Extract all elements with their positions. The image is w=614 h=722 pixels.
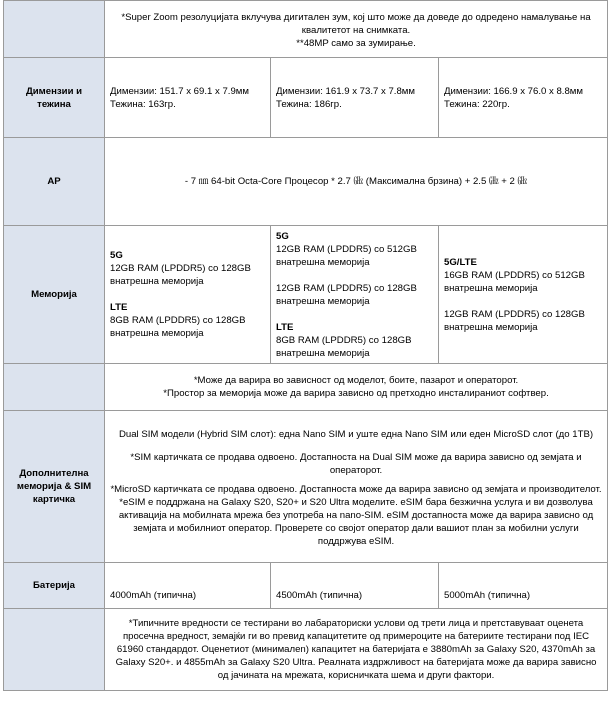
memory-label: Меморија [4,226,105,364]
memory-value: 12GB RAM (LPDDR5) со 128GB внатрешна меморија [276,283,417,307]
memory-value: 16GB RAM (LPDDR5) со 512GB внатрешна меморија [444,269,585,294]
sim-label: Дополнителна меморија & SIM картичка [4,411,105,563]
spec-table [3,0,608,691]
memory-value: 8GB RAM (LPDDR5) со 128GB внатрешна меморија [276,335,412,359]
dimensions-value: Димензии: 166.9 x 76.0 x 8.8мм [444,85,583,97]
battery-notes-row [4,609,608,691]
memory-heading: 5G [110,250,123,261]
dimensions-col-3 [439,58,608,138]
row-label-empty [4,609,105,691]
memory-notes-row [4,364,608,411]
battery-value: 4000mAh (типична) [105,563,271,609]
memory-note-1: *Може да варира во зависност од моделот, боите, пазарот и операторот. [193,375,519,386]
dimensions-value: Димензии: 151.7 x 69.1 x 7.9мм [110,85,249,97]
battery-row [4,563,608,609]
memory-heading: LTE [110,302,128,313]
memory-notes-cell [105,364,608,411]
memory-heading: 5G/LTE [444,256,477,268]
sim-row [4,411,608,563]
memory-value: 12GB RAM (LPDDR5) со 512GB внатрешна меморија [276,244,417,268]
sim-paragraph-2: *SIM картичката се продава одвоено. Достапноста на Dual SIM може да варира зависно од земјата и операторот. [130,451,582,476]
memory-heading: 5G [276,231,289,242]
sim-paragraph-4: *eSIM е поддржана на Galaxy S20, S20+ и S20 Ultra моделите. eSIM бара безжична услуга и ви дозволува активација на мобилната мрежа без употреба на nano-SIM. eSIM достапноста може да варира зависно од земјата и мобилниот оператор. Проверете со својот оператор дали вашиот план за мобилни услуги поддржува eSIM. [118,496,594,547]
zoom-note-2: **48MP само за зумирање. [296,38,416,49]
memory-value: 12GB RAM (LPDDR5) со 128GB внатрешна меморија [110,263,251,287]
row-label-empty [4,364,105,411]
memory-value: 12GB RAM (LPDDR5) со 128GB внатрешна меморија [444,308,585,333]
zoom-note-1: *Super Zoom резолуцијата вклучува дигитален зум, кој што може да доведе до одредено намалување на квалитетот на снимката. [121,12,591,36]
battery-notes: *Типичните вредности се тестирани во лабараториски услови од трети лица и претставуваат оценета просечна вредност, земајќи ги во превид капацитетите од примероците на батериите тестирани под IEC 61960 стандардот. Оценетиот (минималеn) капацитет на батеријата е 3880mAh за Galaxy S20, 4370mAh за Galaxy S20+. и 4855mAh за Galaxy S20 Ultra. Реалната издржливост на батеријата може да варира зависно од јачината на мрежата, корисничката шема и други фактори. [105,609,608,691]
memory-col-3 [439,226,608,364]
dimensions-col-1 [105,58,271,138]
battery-value: 4500mAh (типична) [271,563,439,609]
memory-heading: LTE [276,322,294,333]
memory-row [4,226,608,364]
memory-note-2: *Простор за меморија може да варира зависно од претходно инсталираниот софтвер. [163,388,549,399]
dimensions-value: Димензии: 161.9 x 73.7 x 7.8мм [276,85,415,97]
memory-col-2 [271,226,439,364]
zoom-notes-row [4,1,608,58]
ap-row [4,138,608,226]
sim-cell [105,411,608,563]
zoom-notes-cell [105,1,608,58]
sim-paragraph-3: *MicroSD картичката се продава одвоено. Достапноста може да варира зависно од земјата и производителот. [110,483,602,495]
sim-paragraph-1: Dual SIM модели (Hybrid SIM слот): една Nano SIM и уште една Nano SIM или еден MicroSD слот (до 1TB) [118,428,594,440]
memory-value: 8GB RAM (LPDDR5) со 128GB внатрешна меморија [110,315,246,339]
dimensions-label: Димензии и тежина [4,58,105,138]
memory-col-1 [105,226,271,364]
ap-value: - 7 ㎚ 64-bit Octa-Core Процесор * 2.7 ㎓ (Максимална брзина) + 2.5 ㎓ + 2 ㎓ [105,138,608,226]
dimensions-col-2 [271,58,439,138]
row-label-empty [4,1,105,58]
weight-value: Тежина: 186гр. [276,98,342,110]
battery-value: 5000mAh (типична) [439,563,608,609]
weight-value: Тежина: 220гр. [444,98,510,110]
ap-label: AP [4,138,105,226]
dimensions-row [4,58,608,138]
battery-label: Батерија [4,563,105,609]
weight-value: Тежина: 163гр. [110,98,176,110]
